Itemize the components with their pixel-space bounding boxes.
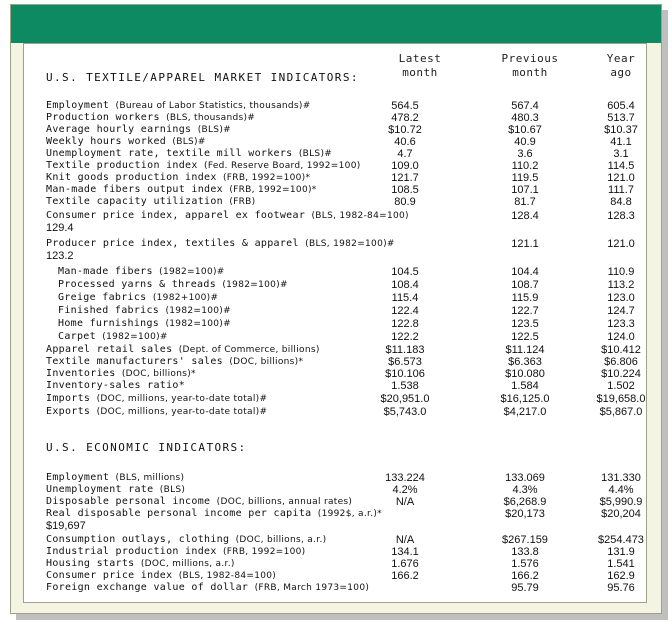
latest-value: 1.538 — [391, 380, 419, 392]
row-source: (Dept. of Commerce, billions) — [178, 345, 320, 355]
row-source: (FRB, 1992=100) — [222, 547, 306, 557]
economic-row — [24, 508, 646, 532]
textile-row — [24, 124, 646, 136]
row-label — [46, 534, 326, 546]
row-source: (FRB) — [229, 197, 256, 207]
latest-value: 134.1 — [391, 546, 419, 558]
previous-value: 108.7 — [511, 279, 539, 291]
textile-row — [24, 100, 646, 112]
year-ago-value: 1.502 — [607, 380, 635, 392]
economic-row — [24, 546, 646, 558]
latest-value: N/A — [395, 534, 415, 546]
row-label-text: Consumer price index, apparel ex footwear — [46, 210, 306, 221]
row-source: (BLS, 1982-84=100) — [311, 211, 409, 221]
economic-row — [24, 484, 646, 496]
row-source: (BLS) — [159, 485, 186, 495]
row-label-text: Housing starts — [46, 558, 135, 569]
previous-value: 110.2 — [511, 160, 539, 172]
latest-value: 4.2% — [392, 484, 418, 496]
year-ago-value: 124.7 — [607, 305, 635, 317]
column-header-latest: Latest month — [398, 52, 442, 79]
year-ago-value: 4.4% — [608, 484, 634, 496]
textile-row — [24, 148, 646, 160]
latest-value: 564.5 — [391, 100, 419, 112]
latest-value: N/A — [395, 496, 415, 508]
previous-value: 128.4 — [511, 210, 539, 222]
year-ago-value: 121.0 — [607, 238, 635, 250]
latest-value: 108.4 — [391, 279, 419, 291]
previous-value: 119.5 — [511, 172, 539, 184]
textile-row — [24, 136, 646, 148]
row-label — [46, 210, 409, 222]
textile-row — [24, 196, 646, 208]
year-ago-value: 114.5 — [607, 160, 635, 172]
previous-value: $6.363 — [508, 356, 542, 368]
row-source: (BLS, millions) — [115, 473, 185, 483]
row-source: (BLS, 1982=100)# — [305, 239, 395, 249]
year-ago-value: $5,990.9 — [599, 496, 643, 508]
row-label — [58, 266, 225, 278]
row-label-text: Inventories — [46, 368, 116, 379]
row-label-text: Carpet — [58, 331, 96, 342]
row-label — [46, 582, 369, 594]
row-label-text: Unemployment rate — [46, 484, 154, 495]
latest-value: 478.2 — [391, 112, 419, 124]
textile-section-title: U.S. TEXTILE/APPAREL MARKET INDICATORS: — [46, 71, 359, 84]
row-label — [46, 112, 255, 124]
economic-row — [24, 582, 646, 594]
latest-value: 122.4 — [391, 305, 419, 317]
previous-value: 133.8 — [511, 546, 539, 558]
row-label — [46, 344, 320, 356]
row-label-text: Employment — [46, 100, 110, 111]
latest-value: 166.2 — [391, 570, 419, 582]
year-ago-value: $6.806 — [604, 356, 638, 368]
year-ago-value: $10.37 — [604, 124, 638, 136]
row-source: (BLS, thousands)# — [166, 113, 256, 123]
economic-row — [24, 534, 646, 546]
previous-value: 104.4 — [511, 266, 539, 278]
row-label-text: Apparel retail sales — [46, 344, 173, 355]
latest-value: 133.224 — [385, 472, 425, 484]
economic-row — [24, 472, 646, 484]
row-label-text: Man-made fibers output index — [46, 184, 223, 195]
latest-value: 123.2 — [46, 250, 74, 262]
year-ago-value: 123.0 — [607, 292, 635, 304]
latest-value: $20,951.0 — [380, 393, 430, 405]
previous-value: 115.9 — [511, 292, 539, 304]
row-label — [46, 472, 184, 484]
row-label — [46, 508, 382, 520]
previous-value: 122.5 — [511, 331, 539, 343]
year-ago-value: 1.541 — [607, 558, 635, 570]
indicators-table — [23, 43, 647, 603]
year-ago-value: 95.76 — [607, 582, 635, 594]
row-label-text: Greige fabrics — [58, 292, 147, 303]
latest-value: $5,743.0 — [383, 406, 427, 418]
row-label-text: Finished fabrics — [58, 305, 160, 316]
year-ago-value: $5,867.0 — [599, 406, 643, 418]
textile-row — [24, 393, 646, 405]
row-label — [46, 356, 303, 368]
year-ago-value: $254.473 — [598, 534, 644, 546]
latest-value: 115.4 — [391, 292, 419, 304]
row-label — [46, 380, 185, 392]
row-label-text: Producer price index, textiles & apparel — [46, 238, 299, 249]
row-label-text: Home furnishings — [58, 318, 160, 329]
row-label-text: Employment — [46, 472, 110, 483]
previous-value: 480.3 — [511, 112, 539, 124]
year-ago-value: 162.9 — [607, 570, 635, 582]
textile-row — [24, 344, 646, 356]
row-label — [46, 546, 305, 558]
row-label — [46, 496, 352, 508]
economic-row — [24, 558, 646, 570]
economic-section-title: U.S. ECONOMIC INDICATORS: — [46, 441, 247, 454]
row-label-text: Unemployment rate, textile mill workers — [46, 148, 293, 159]
textile-row — [24, 368, 646, 380]
row-source: (1982=100)# — [222, 280, 288, 290]
row-label — [46, 196, 255, 208]
row-source: (DOC, billions)* — [121, 369, 196, 379]
row-label-text: Man-made fibers — [58, 266, 153, 277]
row-label — [58, 331, 168, 343]
year-ago-value: 110.9 — [607, 266, 635, 278]
latest-value: $6.573 — [388, 356, 422, 368]
year-ago-value: 84.8 — [610, 196, 632, 208]
row-source: (DOC, billions, a.r.) — [235, 535, 327, 545]
row-label — [46, 368, 196, 380]
row-label — [46, 393, 267, 405]
year-ago-value: 111.7 — [608, 184, 634, 196]
row-label-text: Imports — [46, 393, 91, 404]
textile-row — [24, 112, 646, 124]
textile-row — [24, 305, 646, 317]
previous-value: 567.4 — [511, 100, 539, 112]
row-label-text: Consumption outlays, clothing — [46, 534, 230, 545]
latest-value: 122.2 — [391, 331, 419, 343]
latest-value: 121.7 — [391, 172, 419, 184]
year-ago-value: 605.4 — [607, 100, 635, 112]
year-ago-value: 131.9 — [607, 546, 635, 558]
textile-row — [24, 318, 646, 330]
previous-value: 166.2 — [511, 570, 539, 582]
row-label-text: Disposable personal income — [46, 496, 211, 507]
previous-value: 81.7 — [514, 196, 536, 208]
row-label — [46, 136, 206, 148]
economic-row — [24, 570, 646, 582]
previous-value: $11.124 — [505, 344, 545, 356]
previous-value: $6,268.9 — [503, 496, 547, 508]
textile-row — [24, 331, 646, 343]
row-label — [58, 279, 288, 291]
latest-value: $19,697 — [46, 520, 86, 532]
row-label-text: Inventory-sales ratio* — [46, 380, 186, 391]
row-source: (DOC, millions, year-to-date total)# — [96, 407, 268, 417]
row-source: (FRB, March 1973=100) — [254, 583, 370, 593]
economic-row — [24, 496, 646, 508]
previous-value: 1.576 — [511, 558, 539, 570]
row-label — [46, 406, 267, 418]
year-ago-value: 131.330 — [601, 472, 641, 484]
previous-value: $16,125.0 — [500, 393, 550, 405]
row-source: (DOC, millions, year-to-date total)# — [96, 394, 268, 404]
row-label-text: Production workers — [46, 112, 160, 123]
textile-row — [24, 279, 646, 291]
row-source: (1982=100)# — [165, 306, 231, 316]
year-ago-value: $19,658.0 — [596, 393, 646, 405]
row-label — [46, 484, 185, 496]
indicators-panel — [10, 4, 662, 614]
year-ago-value: 121.0 — [607, 172, 635, 184]
latest-value: $11.183 — [385, 344, 425, 356]
row-source: (DOC, billions)* — [229, 357, 304, 367]
row-source: (Fed. Reserve Board, 1992=100) — [204, 161, 361, 171]
year-ago-value: 123.3 — [607, 318, 635, 330]
textile-row — [24, 184, 646, 196]
row-source: (BLS, 1982-84=100) — [178, 571, 277, 581]
row-label-text: Textile capacity utilization — [46, 196, 223, 207]
row-label — [46, 184, 317, 196]
row-label — [46, 148, 332, 160]
latest-value: $10.72 — [388, 124, 422, 136]
latest-value: 122.8 — [391, 318, 419, 330]
row-label-text: Real disposable personal income per capita — [46, 508, 312, 519]
row-label — [46, 558, 235, 570]
textile-row — [24, 172, 646, 184]
textile-row — [24, 380, 646, 392]
latest-value: 1.676 — [391, 558, 419, 570]
previous-value: 121.1 — [511, 238, 539, 250]
row-label — [46, 570, 276, 582]
textile-row — [24, 406, 646, 418]
year-ago-value: 41.1 — [610, 136, 632, 148]
row-label-text: Consumer price index — [46, 570, 173, 581]
row-source: (1982+100)# — [152, 293, 219, 303]
previous-value: 95.79 — [511, 582, 539, 594]
previous-value: 133.069 — [505, 472, 545, 484]
row-label-text: Industrial production index — [46, 546, 217, 557]
row-source: (BLS)# — [298, 149, 333, 159]
year-ago-value: 113.2 — [607, 279, 635, 291]
year-ago-value: 513.7 — [607, 112, 635, 124]
header-bar — [11, 5, 661, 43]
row-label-text: Textile manufacturers' sales — [46, 356, 223, 367]
row-label — [58, 318, 231, 330]
previous-value: $10.67 — [508, 124, 542, 136]
previous-value: $20,173 — [505, 508, 545, 520]
latest-value: 4.7 — [397, 148, 413, 160]
latest-value: 104.5 — [391, 266, 419, 278]
year-ago-value: 128.3 — [607, 210, 635, 222]
row-label — [46, 238, 395, 250]
previous-value: $267.159 — [502, 534, 548, 546]
textile-row — [24, 356, 646, 368]
column-header-previous: Previous month — [501, 52, 559, 79]
row-label-text: Processed yarns & threads — [58, 279, 217, 290]
year-ago-value: 3.1 — [613, 148, 629, 160]
textile-row — [24, 266, 646, 278]
previous-value: 107.1 — [511, 184, 539, 196]
row-source: (BLS)# — [172, 137, 206, 147]
row-source: (DOC, millions, a.r.) — [140, 559, 235, 569]
row-label — [46, 100, 311, 112]
row-source: (1982=100)# — [159, 267, 225, 277]
previous-value: 4.3% — [512, 484, 538, 496]
previous-value: $10.080 — [505, 368, 545, 380]
row-source: (1982=100)# — [102, 332, 168, 342]
textile-row — [24, 292, 646, 304]
textile-row — [24, 160, 646, 172]
row-source: (1992$, a.r.)* — [317, 509, 382, 519]
latest-value: 80.9 — [394, 196, 416, 208]
row-label — [46, 160, 361, 172]
row-label — [58, 305, 231, 317]
row-source: (BLS)# — [197, 125, 231, 135]
latest-value: 129.4 — [46, 222, 74, 234]
previous-value: 123.5 — [511, 318, 539, 330]
row-label-text: Foreign exchange value of dollar — [46, 582, 249, 593]
year-ago-value: $10.412 — [601, 344, 641, 356]
textile-row — [24, 210, 646, 234]
row-label — [46, 172, 310, 184]
column-header-year-ago: Year ago — [606, 52, 636, 79]
textile-row — [24, 238, 646, 262]
row-source: (DOC, billions, annual rates) — [216, 497, 353, 507]
year-ago-value: $20,204 — [601, 508, 641, 520]
row-label — [58, 292, 218, 304]
latest-value: 108.5 — [391, 184, 419, 196]
row-source: (FRB, 1992=100)* — [222, 173, 311, 183]
previous-value: 40.9 — [514, 136, 536, 148]
previous-value: 3.6 — [517, 148, 533, 160]
previous-value: 122.7 — [511, 305, 539, 317]
year-ago-value: $10.224 — [601, 368, 641, 380]
year-ago-value: 124.0 — [607, 331, 635, 343]
row-label-text: Average hourly earnings — [46, 124, 192, 135]
latest-value: 40.6 — [394, 136, 416, 148]
latest-value: 109.0 — [391, 160, 419, 172]
row-source: (FRB, 1992=100)* — [229, 185, 317, 195]
row-label-text: Knit goods production index — [46, 172, 217, 183]
row-label-text: Weekly hours worked — [46, 136, 167, 147]
latest-value: $10.106 — [385, 368, 425, 380]
previous-value: 1.584 — [511, 380, 539, 392]
row-label-text: Textile production index — [46, 160, 198, 171]
row-source: (Bureau of Labor Statistics, thousands)# — [115, 101, 311, 111]
row-source: (1982=100)# — [165, 319, 231, 329]
row-label — [46, 124, 231, 136]
previous-value: $4,217.0 — [503, 406, 547, 418]
row-label-text: Exports — [46, 406, 91, 417]
